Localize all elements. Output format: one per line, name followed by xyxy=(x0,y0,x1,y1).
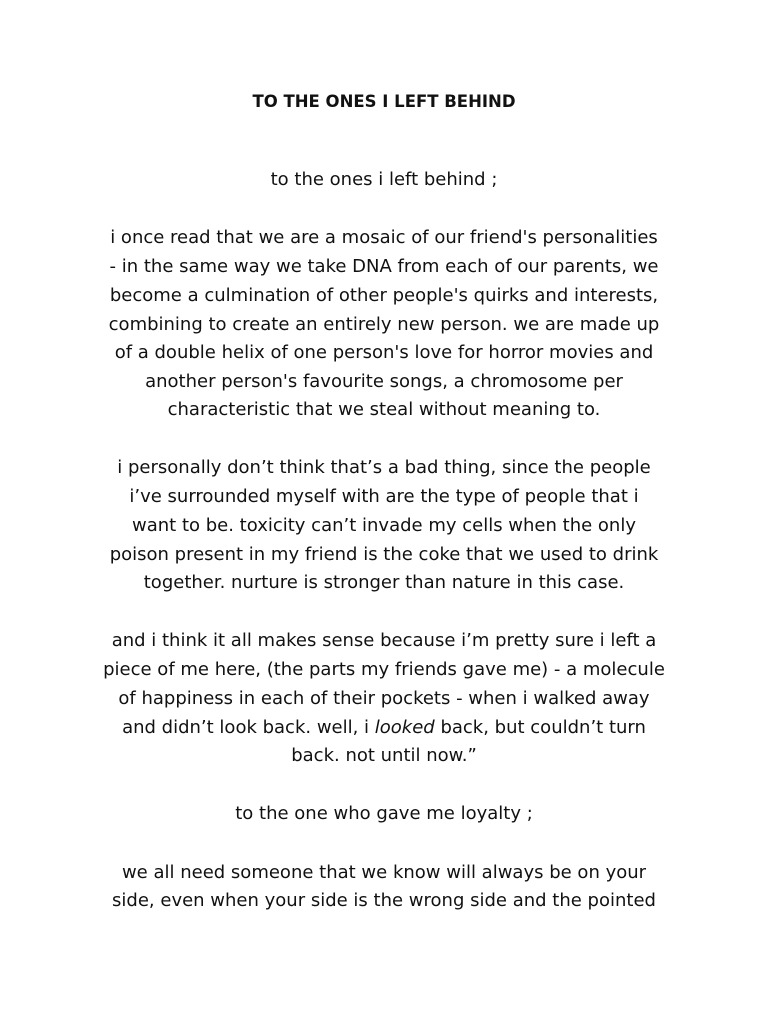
paragraph-4-line-2: side, even when your side is the wrong side and the pointed xyxy=(112,890,656,911)
paragraph-3-line-3: of happiness in each of their pockets - when i walked away xyxy=(118,688,650,709)
emphasis-looked: looked xyxy=(374,717,435,738)
paragraph-2-line-2: i’ve surrounded myself with are the type of people that i xyxy=(129,486,639,507)
paragraph-1-line-1: i once read that we are a mosaic of our friend's personalities xyxy=(110,227,658,248)
section-2-heading: to the one who gave me loyalty ; xyxy=(235,803,533,824)
paragraph-1-line-2: - in the same way we take DNA from each of our parents, we xyxy=(109,256,659,277)
paragraph-1-line-3: become a culmination of other people's quirks and interests, xyxy=(109,285,659,306)
paragraph-3-line-4-before: and didn’t look back. well, i xyxy=(122,717,375,738)
paragraph-1-line-5: of a double helix of one person's love for horror movies and xyxy=(114,342,654,363)
paragraph-2-line-1: i personally don’t think that’s a bad thing, since the people xyxy=(117,457,651,478)
paragraph-2-line-5: together. nurture is stronger than nature in this case. xyxy=(143,572,625,593)
paragraph-3-line-4-after: back, but couldn’t turn xyxy=(434,717,646,738)
paragraph-4-line-1: we all need someone that we know will always be on your xyxy=(121,862,647,883)
paragraph-3-line-2: piece of me here, (the parts my friends gave me) - a molecule xyxy=(103,659,665,680)
paragraph-3-line-5: back. not until now.” xyxy=(291,745,477,766)
paragraph-2-line-4: poison present in my friend is the coke that we used to drink xyxy=(109,544,659,565)
paragraph-3-line-4 xyxy=(0,715,768,741)
salutation: to the ones i left behind ; xyxy=(270,169,498,190)
paragraph-1-line-4: combining to create an entirely new person. we are made up xyxy=(108,314,660,335)
document-title: TO THE ONES I LEFT BEHIND xyxy=(252,92,516,111)
paragraph-1-line-7: characteristic that we steal without meaning to. xyxy=(167,399,601,420)
paragraph-3-line-1: and i think it all makes sense because i’m pretty sure i left a xyxy=(111,630,657,651)
paragraph-1-line-6: another person's favourite songs, a chromosome per xyxy=(145,371,623,392)
paragraph-2-line-3: want to be. toxicity can’t invade my cells when the only xyxy=(132,515,636,536)
